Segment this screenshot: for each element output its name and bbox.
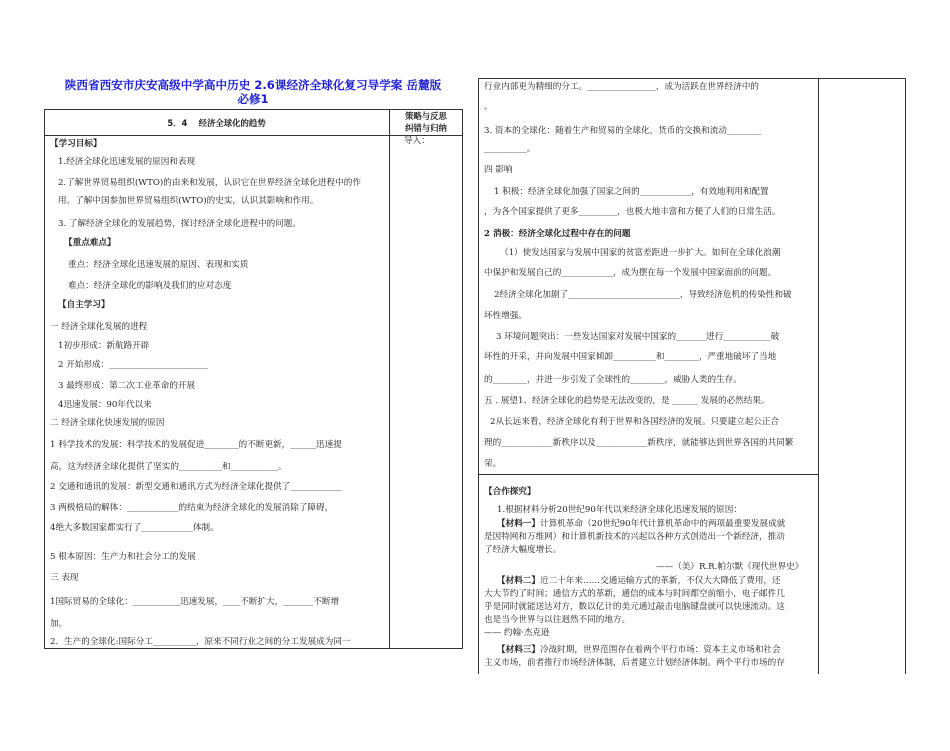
material-3-line-2: 主义市场，前者推行市场经济体制，后者建立计划经济体制。两个平行市场的存: [484, 658, 785, 668]
right-content-line: 行业内部更为精细的分工。________________，成为活跃在世界经济中的: [484, 82, 760, 92]
left-content-line: 一 经济全球化发展的进程: [50, 322, 148, 332]
right-content-line: 2经济全球化加剧了__________________________，导致经济危机的传染性和破: [494, 290, 792, 300]
left-content-line: 1.经济全球化迅速发展的原因和表现: [58, 157, 196, 167]
right-content-line: 3 环境问题突出：一些发达国家对发展中国家的_______进行___________破: [496, 332, 780, 342]
left-content-line: 用。了解中国参加世界贸易组织(WTO)的史实，认识其影响和作用。: [58, 196, 319, 206]
intro-label: 导入：: [404, 136, 430, 146]
right-content-line: 理的____________新秩序以及____________新秩序，就能够达到世界各国的共同繁: [484, 438, 794, 448]
left-table-left-border: [44, 109, 45, 649]
left-content-line: 3 最终形成：第二次工业革命的开展: [58, 381, 196, 391]
material-3-text-1: 冷战时期，世界范围存在着两个平行市场：资本主义市场和社会: [539, 645, 781, 655]
right-content-line: ，为各个国家提供了更多_________，也极大地丰富和方便了人们的日常生活。: [484, 207, 781, 217]
right-content-line: 的________，并进一步引发了全球性的________，威胁人类的生存。: [484, 375, 742, 385]
left-content-line: 4迅速发展：90年代以来: [58, 400, 152, 410]
left-table-right-border: [462, 109, 463, 649]
left-content-line: 2 交通和通讯的发展：新型交通和通讯方式为经济全球化提供了____________: [50, 482, 342, 492]
material-2-source: —— 约翰·杰克逊: [484, 628, 550, 638]
material-2-line-2: 大大节约了时间；通信方式的革新，通信的成本与时间都空前缩小，电子邮件几: [484, 589, 785, 599]
right-content-line: 荣。: [484, 459, 502, 469]
material-2-line-1: [497, 576, 781, 587]
left-content-line: 2.了解世界贸易组织(WTO)的由来和发展，认识它在世界经济全球化进程中的作: [58, 178, 361, 188]
material-1-source: ——（美）R.R.帕尔默《现代世界史》: [656, 562, 804, 572]
left-content-line: 2．生产的全球化:国际分工__________，原来不同行业之间的分工发展成为同一: [50, 637, 351, 647]
right-content-line: 2 消极：经济全球化过程中存在的问题: [484, 229, 631, 239]
right-table-right-border: [905, 78, 906, 674]
left-content-line: 三 表现: [50, 573, 79, 583]
document-title: [44, 78, 462, 106]
left-content-line: 1初步形成：新航路开辟: [58, 341, 150, 351]
strategy-heading-line-2: 纠错与归纳: [405, 123, 447, 133]
right-content-line: 坏性增强。: [484, 311, 527, 321]
material-2-line-4: 也是当今世界与以往迥然不同的地方。: [484, 615, 631, 625]
right-content-line: 2从长远来看，经济全球化有利于世界和各国经济的发展。只要建立起公正合: [490, 417, 780, 427]
right-content-line: （1）使发达国家与发展中国家的贫富差距进一步扩大。如何在全球化浪潮: [500, 248, 781, 258]
right-content-line: __________。: [484, 144, 536, 154]
material-3-label: 【材料三】: [497, 645, 540, 655]
right-table-divider: [818, 78, 819, 674]
left-content-line: 1 科学技术的发展：科学技术的发展促进________的不断更新，______迅速提: [50, 440, 342, 450]
right-content-line: 四 影响: [484, 165, 513, 175]
coop-question-1: 1.根据材料分析20世纪90年代以来经济全球化迅速发展的原因：: [497, 505, 742, 515]
left-content-line: 高，这为经济全球化提供了坚实的__________和___________。: [50, 462, 287, 472]
strategy-heading-line-1: 策略与反思: [405, 111, 447, 121]
left-content-line: 1国际贸易的全球化：___________迅速发展，____不断扩大，_______不断增: [50, 597, 340, 607]
material-1-text-1: 计算机革命（20世纪90年代计算机革命中的两项最重要发展成就: [539, 519, 786, 529]
coop-heading: 【合作探究】: [484, 487, 536, 497]
material-1-label: 【材料一】: [497, 519, 540, 529]
left-content-line: 加。: [50, 619, 68, 629]
left-content-line: 难点：经济全球化的影响及我们的应对态度: [68, 281, 232, 291]
material-3-line-1: [497, 645, 781, 656]
material-2-line-3: 乎是同时就能送达对方，数以亿计的美元通过敲击电脑键盘就可以快速流动。这: [484, 602, 785, 612]
left-content-line: 二 经济全球化快速发展的原因: [50, 418, 165, 428]
left-content-line: 2 开始形成：_______________________: [58, 360, 208, 370]
right-table-left-border: [478, 78, 479, 674]
right-content-line: 中保护和发展自己的____________，成为摆在每一个发展中国家面前的问题。: [484, 268, 777, 278]
left-content-line: 【自主学习】: [58, 300, 110, 310]
left-content-line: 【重点难点】: [64, 238, 116, 248]
material-1-line-1: [497, 519, 785, 530]
right-content-line: 五 . 展望1、经济全球化的趋势是无法改变的，是 ______ 发展的必然结果。: [484, 396, 770, 406]
right-content-line: 。: [484, 102, 493, 112]
left-table-header-border: [44, 135, 463, 136]
right-content-line: 3. 资本的全球化：随着生产和贸易的全球化，货币的交换和流动________: [484, 126, 762, 136]
title-line-2: 必修1: [237, 92, 269, 106]
strategy-column-heading: [390, 110, 462, 134]
material-1-line-3: 了经济大幅度增长。: [484, 545, 562, 555]
material-2-label: 【材料二】: [497, 576, 540, 586]
right-content-line: 坏性的开采，并向发展中国家倾卸__________和________，严重地破坏了当地: [484, 352, 777, 362]
title-line-1: 陕西省西安市庆安高级中学高中历史 2.6课经济全球化复习导学案 岳麓版: [64, 78, 442, 92]
material-2-text-1: 近二十年来……交通运输方式的革新，不仅大大降低了费用，还: [539, 576, 781, 586]
left-content-line: 3 两极格局的解体：____________的结束为经济全球化的发展消除了障碍，: [50, 503, 334, 513]
left-content-line: 5 根本原因：生产力和社会分工的发展: [50, 552, 196, 562]
left-table-bottom-border: [44, 648, 463, 649]
right-table-top-border: [478, 78, 906, 79]
left-content-line: 3. 了解经济全球化的发展趋势，探讨经济全球化进程中的问题。: [58, 219, 301, 229]
left-table-divider: [389, 109, 390, 649]
coop-separator: [478, 474, 819, 475]
left-content-line: 4绝大多数国家都实行了____________体制。: [50, 523, 219, 533]
lesson-heading: 5．4 经济全球化的趋势: [167, 118, 266, 128]
left-content-line: 【学习目标】: [50, 139, 102, 149]
right-content-line: 1 积极：经济全球化加强了国家之间的____________，有效地利用和配置: [494, 187, 769, 197]
material-1-line-2: 是因特网和万维网）和计算机新技术的兴起以各种方式创造出一个新经济，推动: [484, 532, 785, 542]
left-content-line: 重点：经济全球化迅速发展的原因、表现和实质: [68, 260, 249, 270]
